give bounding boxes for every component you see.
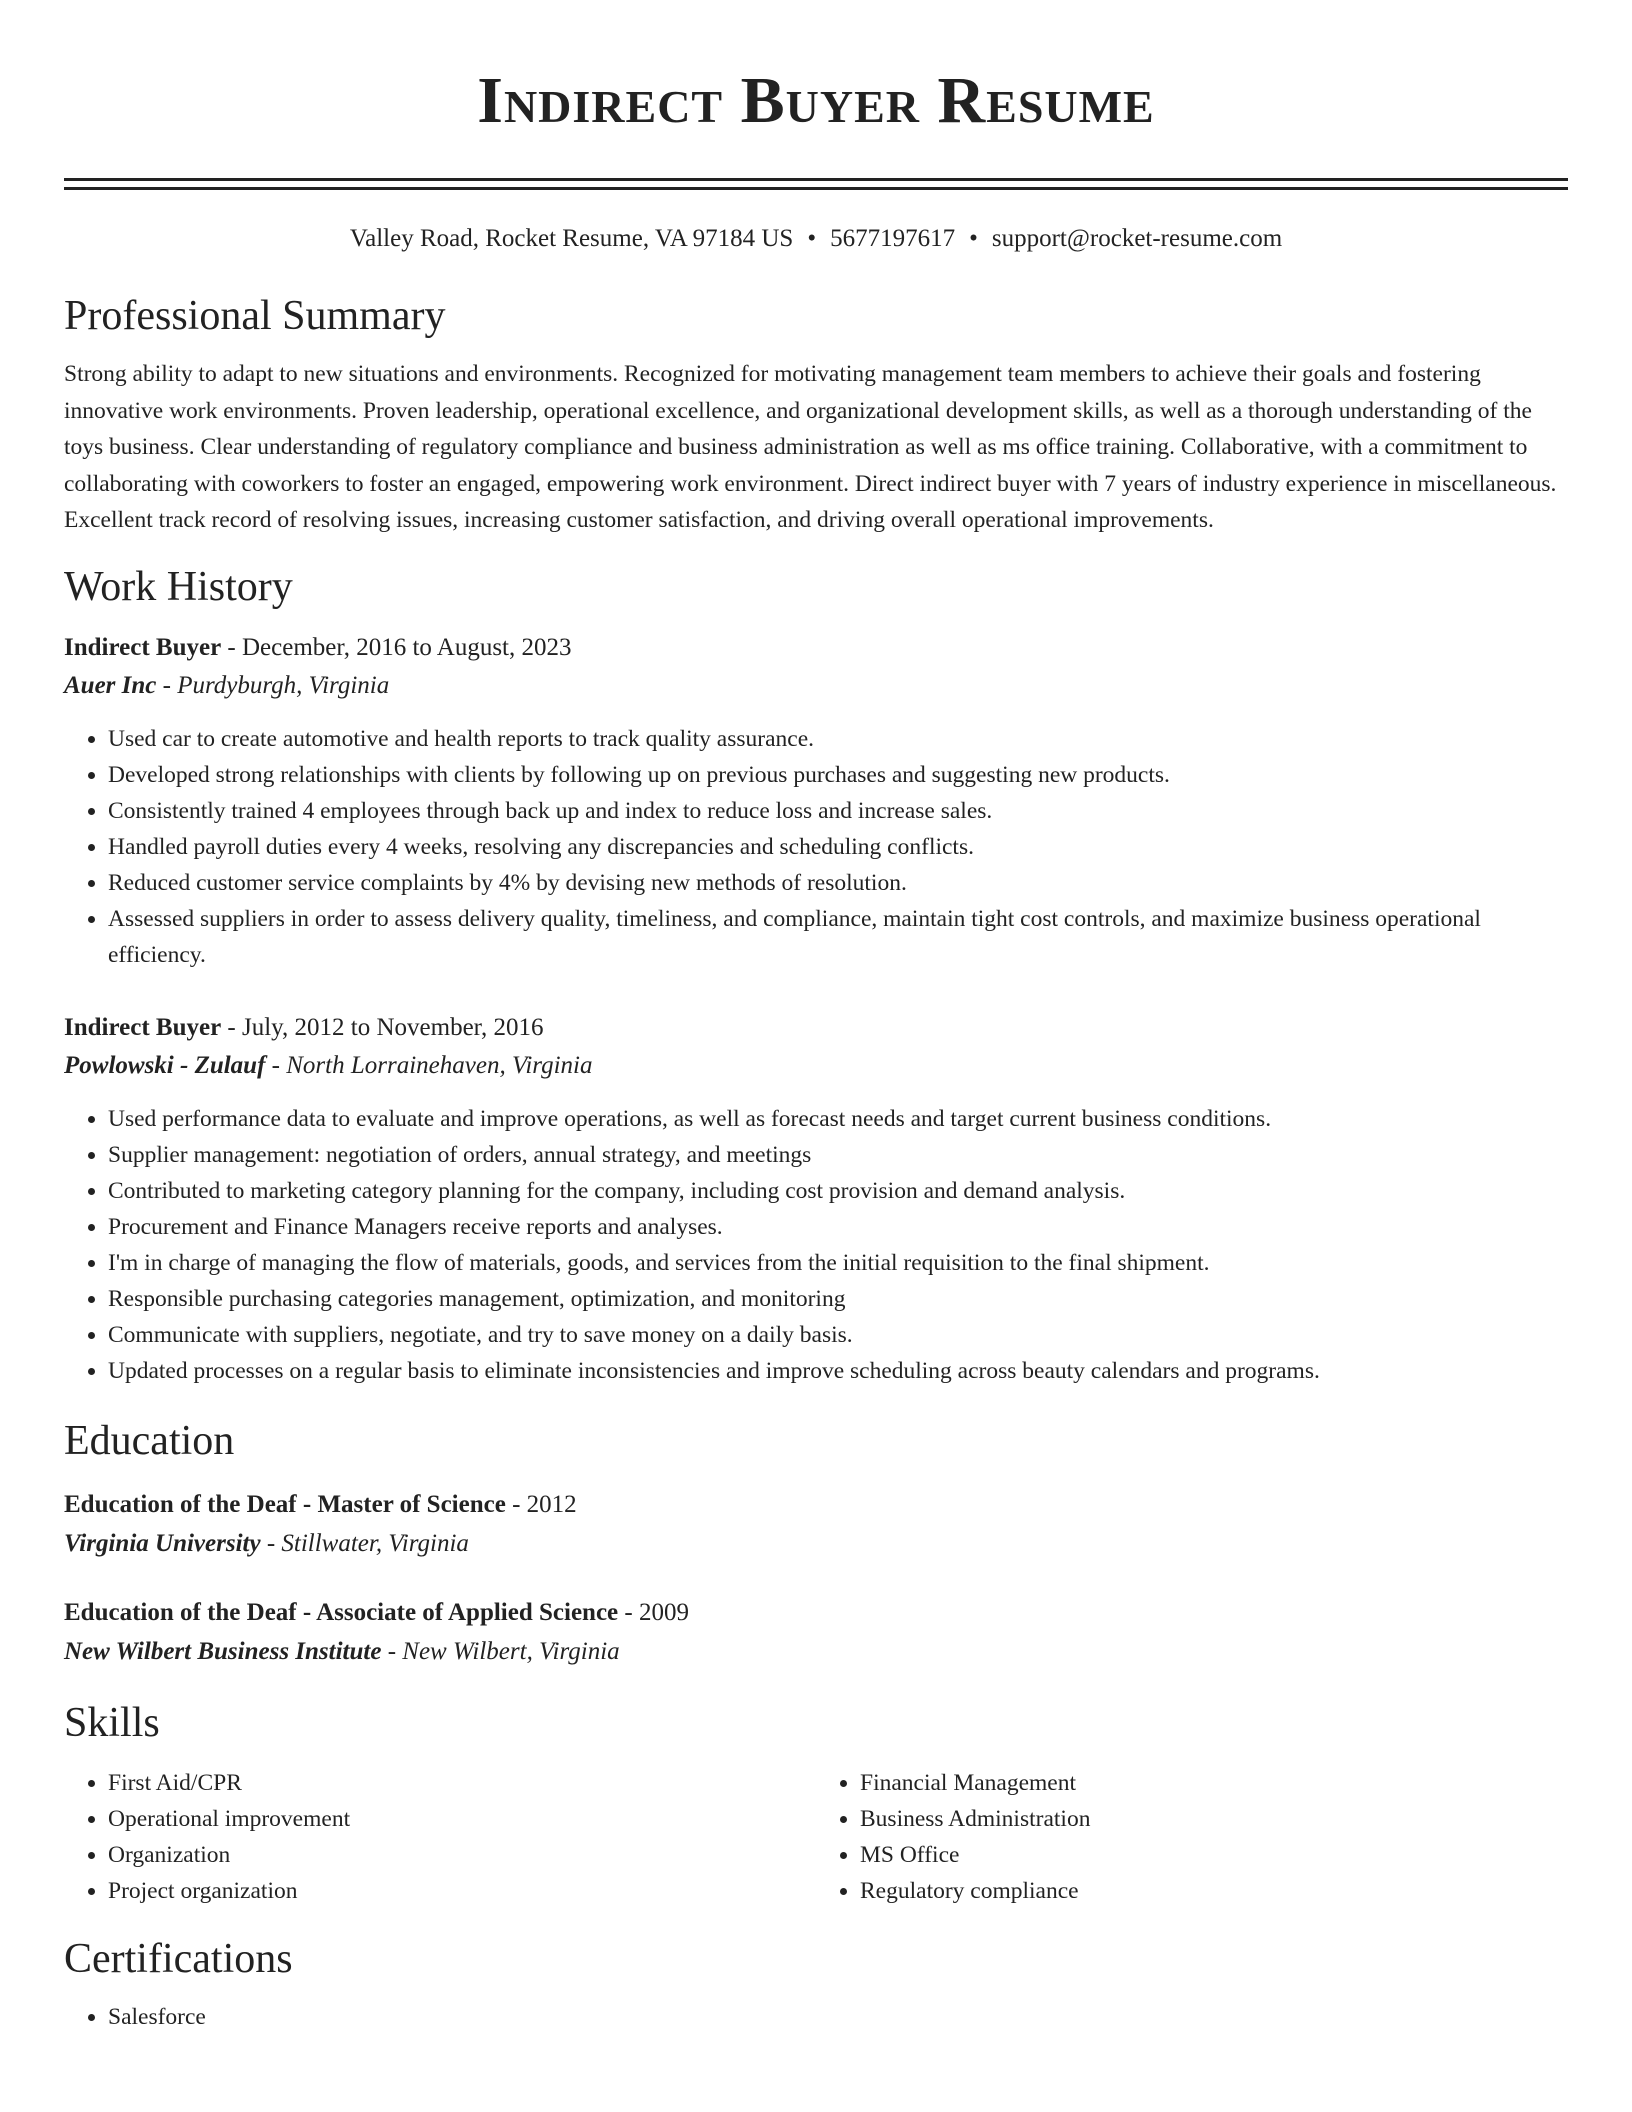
list-item: • I'm in charge of managing the flow of materials, goods, and services from the initial requisition to the final shipment. — [108, 1245, 1568, 1281]
list-item: • Contributed to marketing category planning for the company, including cost provision and demand analysis. — [108, 1173, 1568, 1209]
education-heading: Education — [64, 1417, 235, 1464]
title-rule-bottom — [64, 187, 1568, 190]
skills-columns — [64, 1765, 1568, 1909]
list-item: • Responsible purchasing categories management, optimization, and monitoring — [108, 1281, 1568, 1317]
employer-line — [64, 1047, 1568, 1085]
skill-item: • Financial Management — [860, 1765, 1568, 1801]
contact-email: support@rocket-resume.com — [991, 225, 1283, 252]
degree-name: Education of the Deaf - Associate of Applied Science — [64, 1598, 619, 1626]
school-line — [64, 1525, 1568, 1563]
contact-line — [64, 222, 1568, 256]
education-entry — [64, 1593, 1568, 1671]
skill-item: • Operational improvement — [108, 1801, 816, 1837]
work-history-heading: Work History — [64, 563, 293, 610]
job-title-line — [64, 1009, 1568, 1047]
title-rule-top — [64, 178, 1568, 181]
school-location: - Stillwater, Virginia — [260, 1529, 469, 1557]
skills-list-left — [64, 1765, 816, 1909]
contact-separator: • — [807, 225, 817, 252]
summary-text: Strong ability to adapt to new situations and environments. Recognized for motivating management team members to achieve their goals and fostering innovative work environments. Proven leadership, operational excellence, and organizational development skills, as well as a thorough understanding of the toys business. Clear understanding of regulatory compliance and business administration as well as ms office training. Collaborative, with a commitment to collaborating with coworkers to foster an engaged, empowering work environment. Direct indirect buyer with 7 years of industry experience in miscellaneous. Excellent track record of resolving issues, increasing customer satisfaction, and driving overall operational improvements. — [64, 361, 1557, 534]
list-item: • Supplier management: negotiation of orders, annual strategy, and meetings — [108, 1137, 1568, 1173]
degree-line — [64, 1593, 1568, 1633]
skills-list-right — [816, 1765, 1568, 1909]
skill-item: • First Aid/CPR — [108, 1765, 816, 1801]
education-entry — [64, 1485, 1568, 1563]
degree-name: Education of the Deaf - Master of Science — [64, 1490, 506, 1518]
job-title: Indirect Buyer — [64, 1013, 222, 1041]
school-line — [64, 1633, 1568, 1671]
list-item: • Procurement and Finance Managers receive reports and analyses. — [108, 1209, 1568, 1245]
job-title-line — [64, 629, 1568, 667]
job-entry — [64, 1009, 1568, 1389]
list-item: • Reduced customer service complaints by 4% by devising new methods of resolution. — [108, 865, 1568, 901]
contact-address: Valley Road, Rocket Resume, VA 97184 US — [349, 225, 794, 252]
employer-name: Powlowski - Zulauf — [64, 1051, 266, 1079]
contact-phone: 5677197617 — [830, 225, 956, 252]
certification-item: • Salesforce — [108, 1999, 1568, 2035]
degree-line — [64, 1485, 1568, 1525]
list-item: • Assessed suppliers in order to assess delivery quality, timeliness, and compliance, maintain tight cost controls, and maximize business operational efficiency. — [108, 901, 1568, 973]
list-item: • Consistently trained 4 employees through back up and index to reduce loss and increase sales. — [108, 793, 1568, 829]
resume-title: Indirect Buyer Resume — [477, 64, 1155, 137]
employer-location: - Purdyburgh, Virginia — [156, 671, 390, 699]
summary-heading: Professional Summary — [64, 293, 446, 339]
job-title: Indirect Buyer — [64, 633, 222, 661]
job-dates: - July, 2012 to November, 2016 — [221, 1013, 544, 1041]
job-dates: - December, 2016 to August, 2023 — [221, 633, 572, 661]
list-item: • Handled payroll duties every 4 weeks, resolving any discrepancies and scheduling conflicts. — [108, 829, 1568, 865]
list-item: • Used car to create automotive and health reports to track quality assurance. — [108, 721, 1568, 757]
skill-item: • MS Office — [860, 1837, 1568, 1873]
skill-item: • Business Administration — [860, 1801, 1568, 1837]
skill-item: • Regulatory compliance — [860, 1873, 1568, 1909]
certifications-heading: Certifications — [64, 1935, 293, 1982]
school-location: - New Wilbert, Virginia — [381, 1637, 620, 1665]
employer-line — [64, 667, 1568, 705]
degree-year: - 2009 — [618, 1598, 689, 1626]
employer-location: - North Lorrainehaven, Virginia — [265, 1051, 593, 1079]
list-item: • Communicate with suppliers, negotiate, and try to save money on a daily basis. — [108, 1317, 1568, 1353]
list-item: • Updated processes on a regular basis to eliminate inconsistencies and improve scheduling across beauty calendars and programs. — [108, 1353, 1568, 1389]
list-item: • Developed strong relationships with clients by following up on previous purchases and suggesting new products. — [108, 757, 1568, 793]
school-name: New Wilbert Business Institute — [64, 1637, 382, 1665]
list-item: • Used performance data to evaluate and improve operations, as well as forecast needs and target current business conditions. — [108, 1101, 1568, 1137]
skill-item: • Project organization — [108, 1873, 816, 1909]
contact-separator: • — [969, 225, 978, 252]
skill-item: • Organization — [108, 1837, 816, 1873]
skills-heading: Skills — [64, 1699, 160, 1746]
employer-name: Auer Inc — [64, 671, 157, 699]
certifications-list — [64, 1999, 1568, 2035]
school-name: Virginia University — [64, 1529, 261, 1557]
job-bullets — [64, 1101, 1568, 1389]
job-entry — [64, 629, 1568, 973]
job-bullets — [64, 721, 1568, 973]
degree-year: - 2012 — [505, 1490, 577, 1518]
